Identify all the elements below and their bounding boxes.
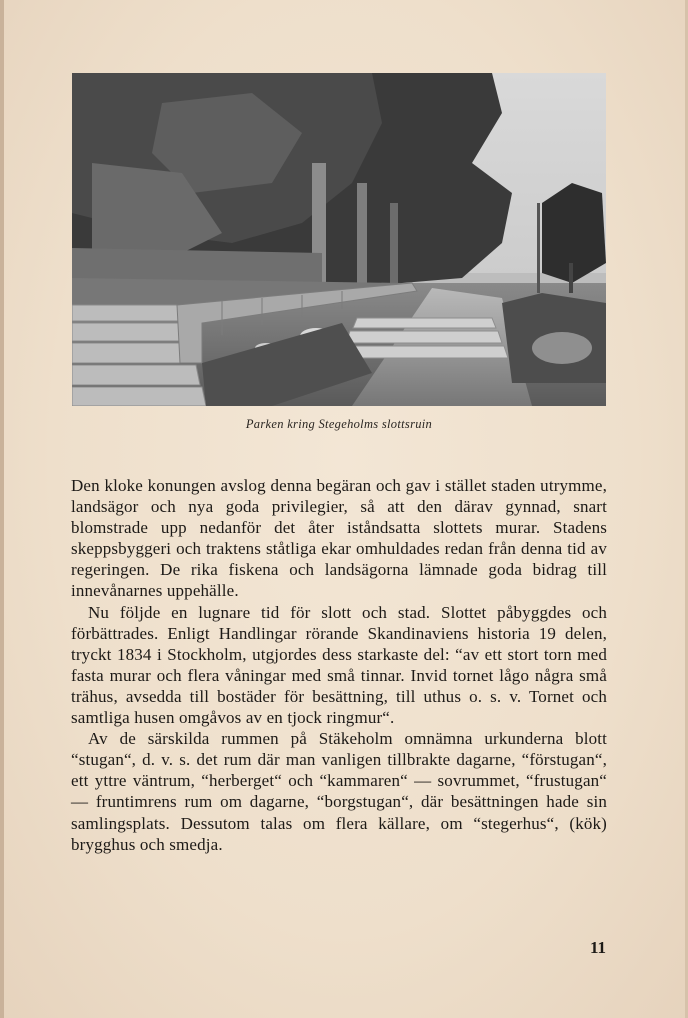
body-text — [71, 475, 607, 855]
paragraph: Den kloke konungen avslog denna begäran och gav i stället staden utrymme, landsägor och nya goda privilegier, så att den därav gynnad, snart blomstrade upp nedanför det åter iståndsatta slottets murar. Stadens skeppsbyggeri och traktens ståtliga ekar omhuldades redan från denna tid av regeringen. De rika fiskena och landsägorna lämnade goda bidrag till innevånarnes uppehälle. — [71, 476, 607, 601]
page-left-edge — [0, 0, 4, 1018]
paragraph: Av de särskilda rummen på Stäkeholm omnämna urkunderna blott “stugan“, d. v. s. det rum där man vanligen tillbrakte dagarne, “förstugan“, ett yttre väntrum, “herberget“ och “kammaren“ — sovrummet, “frustugan“ — fruntimrens rum om dagarne, “borgstugan“, där besättningen hade sin samlingsplats. Dessutom talas om flera källare, om “stegerhus“, (kök) brygghus och smedja. — [71, 729, 607, 854]
park-photo — [72, 73, 606, 406]
park-photo-icon — [72, 73, 606, 406]
paragraph: Nu följde en lugnare tid för slott och stad. Slottet påbyggdes och förbättrades. Enligt Handlingar rörande Skandinaviens historia 19 delen, tryckt 1834 i Stockholm, utgjordes dess starkaste del: “av ett stort torn med fasta murar och flera våningar med små tinnar. Invid tornet lågo några små trähus, avsedda till bostäder för besättning, till uthus o. s. v. Tornet och samtliga husen omgåvos av en tjock ringmur“. — [71, 602, 607, 728]
page-number: 11 — [589, 938, 606, 957]
photo-caption: Parken kring Stegeholms slottsruin — [245, 417, 433, 431]
